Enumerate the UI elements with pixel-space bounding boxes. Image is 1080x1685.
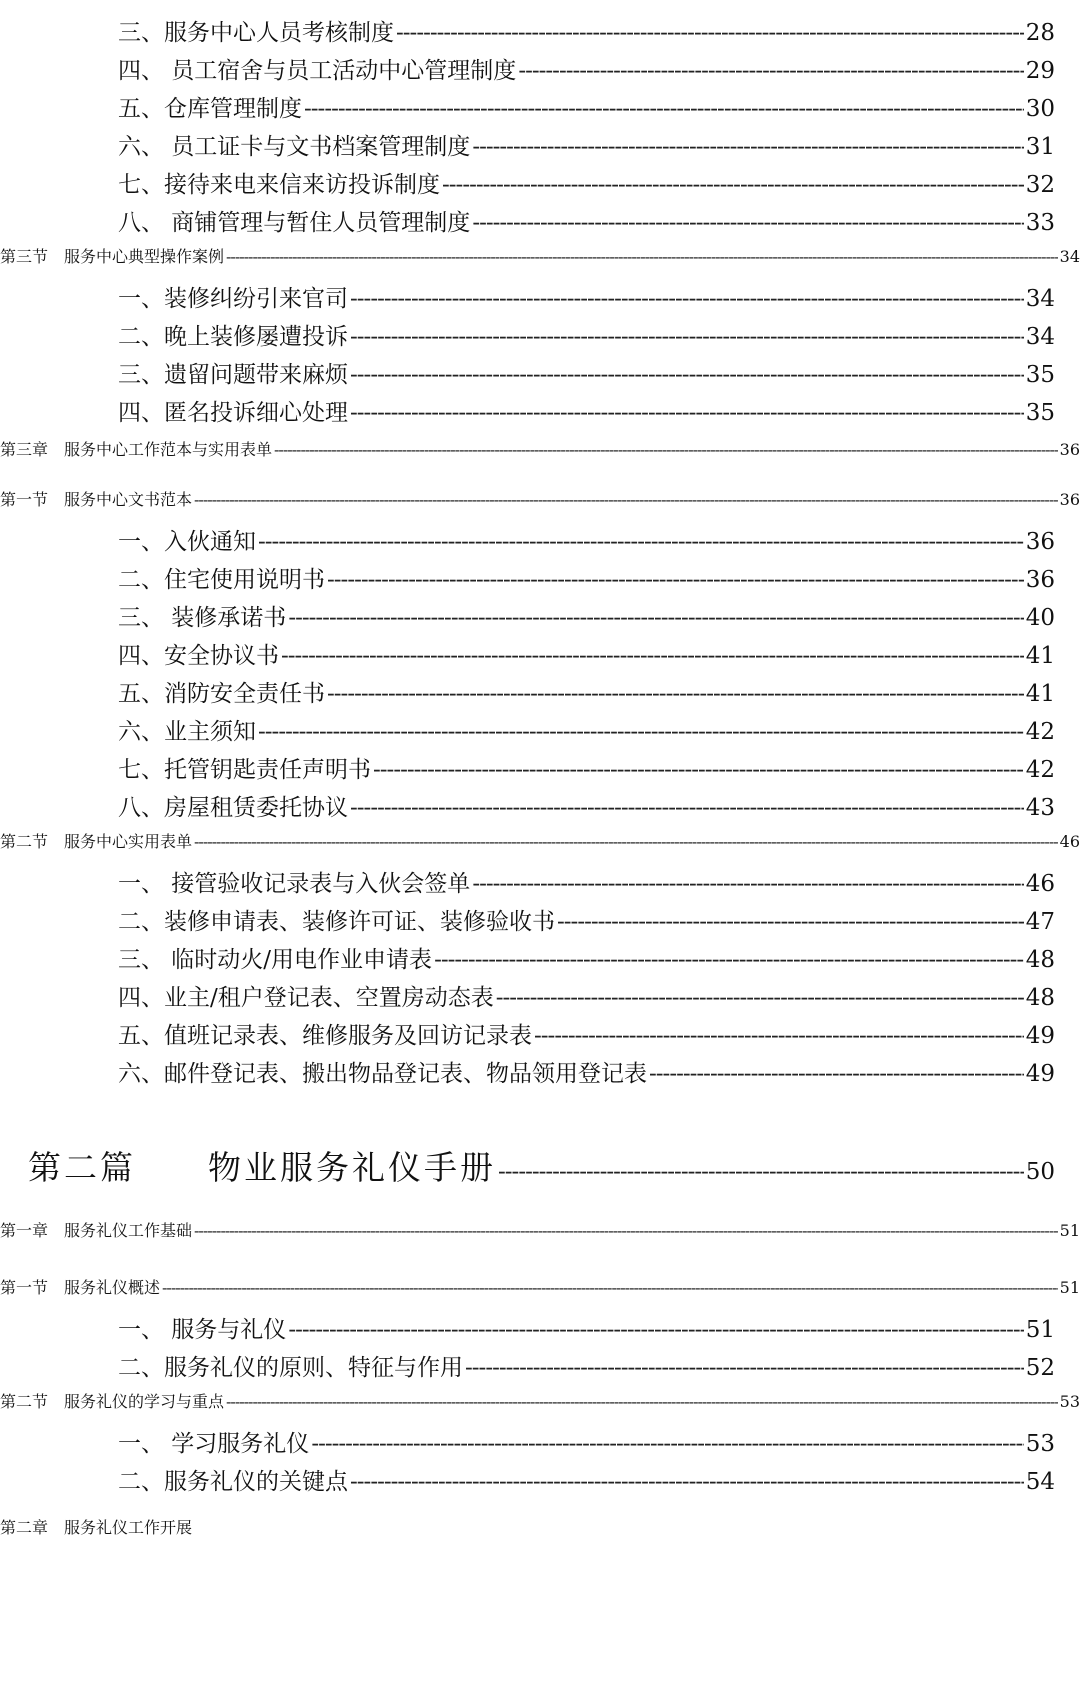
toc-entry-item[interactable] xyxy=(0,943,1080,977)
toc-page-number: 33 xyxy=(1025,210,1055,236)
toc-page-number: 36 xyxy=(1059,440,1080,459)
toc-entry-label: 五、仓库管理制度 xyxy=(118,96,302,122)
toc-leader-dashes xyxy=(194,1221,1058,1240)
toc-entry-item[interactable] xyxy=(0,130,1080,164)
toc-entry-item[interactable] xyxy=(0,168,1080,202)
toc-leader-dashes xyxy=(350,320,1024,354)
toc-leader-dashes xyxy=(350,791,1024,825)
toc-entry-label: 五、值班记录表、维修服务及回访记录表 xyxy=(118,1023,532,1049)
toc-leader-dashes xyxy=(311,1427,1023,1461)
toc-entry-part[interactable] xyxy=(0,1145,1080,1191)
toc-entry-item[interactable] xyxy=(0,563,1080,597)
toc-page-number: 46 xyxy=(1059,832,1080,851)
toc-leader-dashes xyxy=(162,1278,1058,1297)
toc-entry-item[interactable] xyxy=(0,1313,1080,1347)
toc-leader-dashes xyxy=(350,282,1024,316)
toc-page-number: 48 xyxy=(1025,985,1055,1011)
toc-leader-dashes xyxy=(281,639,1024,673)
toc-entry-label: 第三章 服务中心工作范本与实用表单 xyxy=(0,440,273,459)
toc-entry-item[interactable] xyxy=(0,905,1080,939)
toc-entry-label: 第一章 服务礼仪工作基础 xyxy=(0,1221,193,1240)
toc-page-number: 34 xyxy=(1059,247,1080,266)
toc-entry-item[interactable] xyxy=(0,867,1080,901)
toc-page-number: 42 xyxy=(1025,719,1055,745)
toc-page-number: 28 xyxy=(1025,20,1055,46)
toc-page-number: 53 xyxy=(1025,1431,1055,1457)
toc-entry-label: 八、房屋租赁委托协议 xyxy=(118,795,348,821)
toc-leader-dashes xyxy=(350,1465,1024,1499)
toc-entry-item[interactable] xyxy=(0,981,1080,1015)
toc-entry-label: 二、服务礼仪的关键点 xyxy=(118,1469,348,1495)
toc-page-number: 46 xyxy=(1025,871,1055,897)
toc-leader-dashes xyxy=(194,832,1058,851)
toc-entry-item[interactable] xyxy=(0,639,1080,673)
toc-page-number: 32 xyxy=(1025,172,1055,198)
toc-page-number: 43 xyxy=(1025,795,1055,821)
toc-page-number: 49 xyxy=(1025,1061,1055,1087)
toc-page-number: 51 xyxy=(1059,1221,1080,1240)
toc-leader-dashes xyxy=(327,677,1024,711)
toc-entry-chapter[interactable] xyxy=(0,437,1080,460)
toc-page-number: 51 xyxy=(1059,1278,1080,1297)
toc-entry-section[interactable] xyxy=(0,1389,1080,1412)
toc-entry-label: 六、业主须知 xyxy=(118,719,256,745)
toc-entry-label: 二、服务礼仪的原则、特征与作用 xyxy=(118,1355,463,1381)
toc-entry-label: 三、遗留问题带来麻烦 xyxy=(118,362,348,388)
toc-entry-label: 一、 服务与礼仪 xyxy=(118,1317,287,1343)
toc-page-number: 52 xyxy=(1025,1355,1055,1381)
toc-leader-dashes xyxy=(496,981,1024,1015)
toc-entry-label: 一、 接管验收记录表与入伙会签单 xyxy=(118,871,471,897)
toc-entry-section[interactable] xyxy=(0,487,1080,510)
toc-page-number: 54 xyxy=(1025,1469,1055,1495)
toc-entry-item[interactable] xyxy=(0,677,1080,711)
toc-entry-label: 第一节 服务礼仪概述 xyxy=(0,1278,161,1297)
toc-leader-dashes xyxy=(304,92,1024,126)
toc-entry-label: 第二章 服务礼仪工作开展 xyxy=(0,1518,193,1537)
toc-leader-dashes xyxy=(194,490,1058,509)
toc-entry-chapter[interactable] xyxy=(0,1218,1080,1241)
toc-entry-item[interactable] xyxy=(0,525,1080,559)
toc-page-number: 36 xyxy=(1025,529,1055,555)
toc-entry-label: 第二节 服务中心实用表单 xyxy=(0,832,193,851)
toc-entry-section[interactable] xyxy=(0,1275,1080,1298)
toc-page-number: 40 xyxy=(1025,605,1055,631)
toc-leader-dashes xyxy=(649,1057,1024,1091)
toc-entry-item[interactable] xyxy=(0,282,1080,316)
toc-page-number: 49 xyxy=(1025,1023,1055,1049)
toc-entry-label: 第二篇 物业服务礼仪手册 xyxy=(28,1148,496,1187)
toc-entry-item[interactable] xyxy=(0,791,1080,825)
toc-entry-label: 二、晚上装修屡遭投诉 xyxy=(118,324,348,350)
toc-leader-dashes xyxy=(258,525,1024,559)
toc-page-number: 34 xyxy=(1025,286,1055,312)
toc-entry-label: 三、 临时动火/用电作业申请表 xyxy=(118,947,433,973)
toc-entry-item[interactable] xyxy=(0,320,1080,354)
toc-leader-dashes xyxy=(226,1392,1058,1411)
toc-leader-dashes xyxy=(534,1019,1024,1053)
toc-entry-label: 一、入伙通知 xyxy=(118,529,256,555)
toc-entry-chapter[interactable] xyxy=(0,1515,1080,1538)
toc-leader-dashes xyxy=(396,16,1024,50)
toc-entry-label: 二、住宅使用说明书 xyxy=(118,567,325,593)
toc-entry-item[interactable] xyxy=(0,92,1080,126)
toc-leader-dashes xyxy=(373,753,1024,787)
toc-entry-item[interactable] xyxy=(0,1427,1080,1461)
toc-entry-item[interactable] xyxy=(0,1351,1080,1385)
toc-entry-item[interactable] xyxy=(0,16,1080,50)
toc-page-number: 36 xyxy=(1025,567,1055,593)
toc-page-number: 36 xyxy=(1059,490,1080,509)
toc-leader-dashes xyxy=(327,563,1024,597)
toc-leader-dashes xyxy=(350,396,1024,430)
toc-leader-dashes xyxy=(288,601,1023,635)
toc-leader-dashes xyxy=(288,1313,1023,1347)
toc-entry-section[interactable] xyxy=(0,244,1080,267)
toc-entry-label: 七、接待来电来信来访投诉制度 xyxy=(118,172,440,198)
toc-entry-item[interactable] xyxy=(0,206,1080,240)
toc-leader-dashes xyxy=(442,168,1024,202)
toc-entry-item[interactable] xyxy=(0,753,1080,787)
toc-entry-label: 第二节 服务礼仪的学习与重点 xyxy=(0,1392,225,1411)
toc-leader-dashes xyxy=(472,867,1023,901)
toc-leader-dashes xyxy=(465,1351,1024,1385)
toc-page-number: 53 xyxy=(1059,1392,1080,1411)
toc-entry-item[interactable] xyxy=(0,601,1080,635)
toc-entry-label: 第三节 服务中心典型操作案例 xyxy=(0,247,225,266)
toc-page-number: 41 xyxy=(1025,681,1055,707)
toc-leader-dashes xyxy=(434,943,1024,977)
toc-page-number: 48 xyxy=(1025,947,1055,973)
toc-leader-dashes xyxy=(258,715,1024,749)
toc-leader-dashes xyxy=(350,358,1024,392)
toc-page-number: 50 xyxy=(1025,1159,1055,1185)
toc-page-number: 30 xyxy=(1025,96,1055,122)
toc-entry-item[interactable] xyxy=(0,358,1080,392)
toc-leader-dashes xyxy=(518,54,1023,88)
toc-entry-item[interactable] xyxy=(0,54,1080,88)
toc-entry-label: 八、 商铺管理与暂住人员管理制度 xyxy=(118,210,471,236)
toc-entry-label: 四、安全协议书 xyxy=(118,643,279,669)
toc-page-number: 29 xyxy=(1025,58,1055,84)
toc-page-number: 34 xyxy=(1025,324,1055,350)
toc-entry-item[interactable] xyxy=(0,1057,1080,1091)
toc-entry-label: 三、服务中心人员考核制度 xyxy=(118,20,394,46)
toc-entry-label: 一、 学习服务礼仪 xyxy=(118,1431,310,1457)
toc-entry-label: 第一节 服务中心文书范本 xyxy=(0,490,193,509)
toc-entry-item[interactable] xyxy=(0,1019,1080,1053)
toc-page-number: 35 xyxy=(1025,400,1055,426)
toc-entry-label: 一、装修纠纷引来官司 xyxy=(118,286,348,312)
toc-entry-label: 二、装修申请表、装修许可证、装修验收书 xyxy=(118,909,555,935)
toc-entry-label: 三、 装修承诺书 xyxy=(118,605,287,631)
toc-page-number: 51 xyxy=(1025,1317,1055,1343)
toc-entry-label: 七、托管钥匙责任声明书 xyxy=(118,757,371,783)
toc-leader-dashes xyxy=(498,1149,1024,1195)
toc-page-number: 47 xyxy=(1025,909,1055,935)
toc-page-number: 42 xyxy=(1025,757,1055,783)
toc-entry-item[interactable] xyxy=(0,1465,1080,1499)
toc-entry-label: 四、 员工宿舍与员工活动中心管理制度 xyxy=(118,58,517,84)
toc-page-number: 31 xyxy=(1025,134,1055,160)
toc-entry-label: 四、匿名投诉细心处理 xyxy=(118,400,348,426)
toc-leader-dashes xyxy=(472,206,1023,240)
toc-entry-section[interactable] xyxy=(0,829,1080,852)
toc-leader-dashes xyxy=(557,905,1024,939)
toc-leader-dashes xyxy=(226,247,1058,266)
toc-entry-item[interactable] xyxy=(0,715,1080,749)
toc-entry-label: 四、业主/租户登记表、空置房动态表 xyxy=(118,985,494,1011)
toc-entry-label: 五、消防安全责任书 xyxy=(118,681,325,707)
toc-leader-dashes xyxy=(472,130,1023,164)
toc-leader-dashes xyxy=(274,440,1058,459)
toc-entry-label: 六、 员工证卡与文书档案管理制度 xyxy=(118,134,471,160)
toc-page-number: 41 xyxy=(1025,643,1055,669)
toc-page-number: 35 xyxy=(1025,362,1055,388)
toc-entry-item[interactable] xyxy=(0,396,1080,430)
toc-entry-label: 六、邮件登记表、搬出物品登记表、物品领用登记表 xyxy=(118,1061,647,1087)
